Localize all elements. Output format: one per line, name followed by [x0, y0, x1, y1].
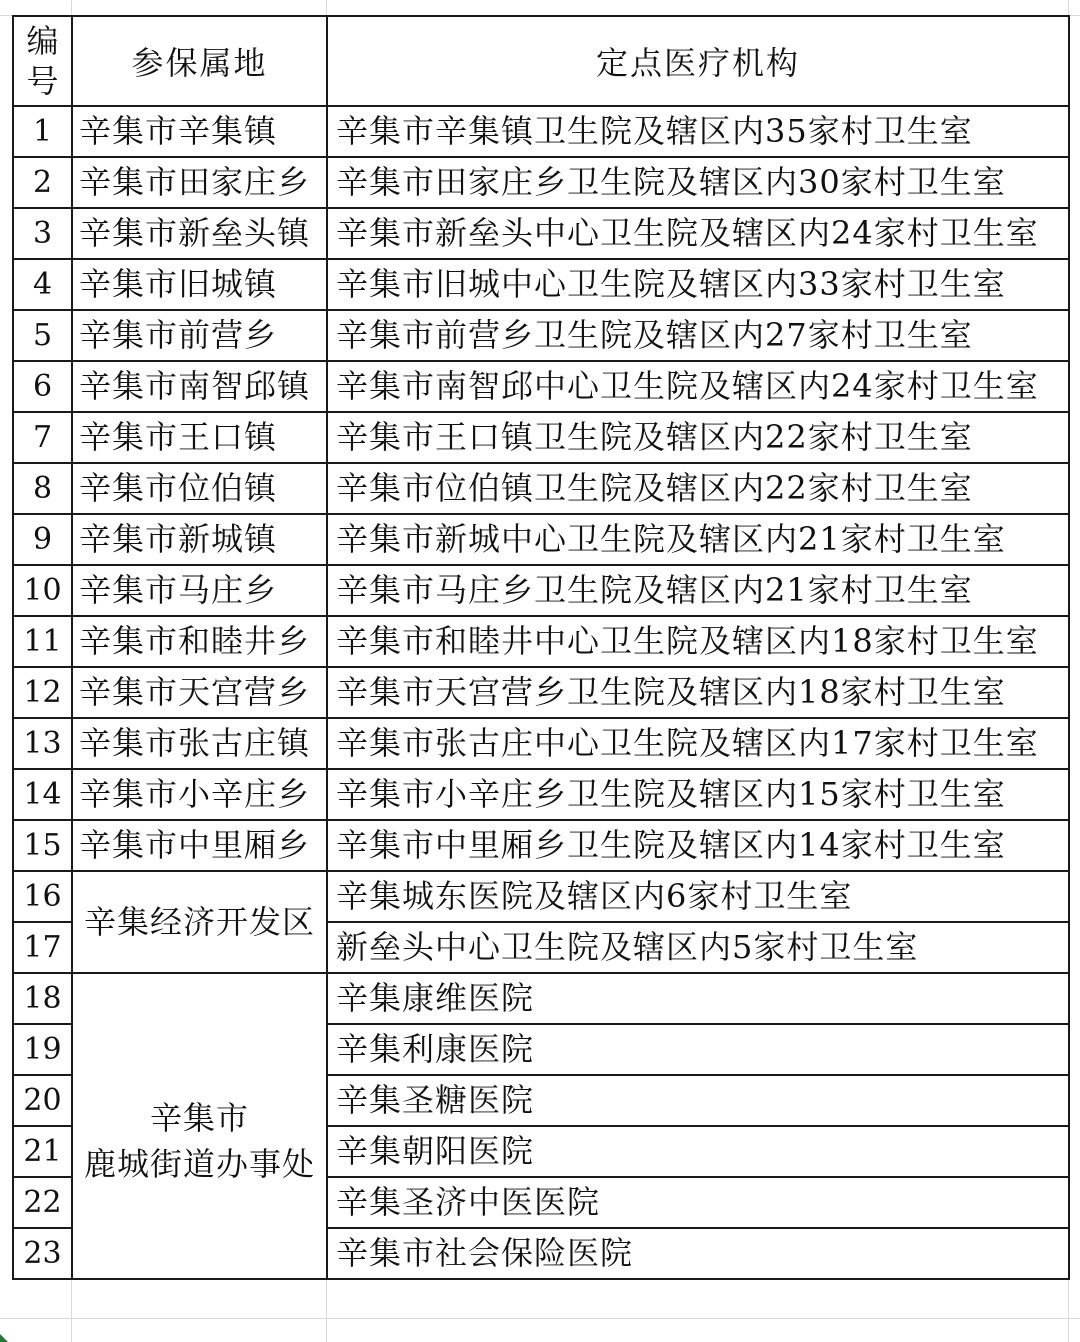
table-row: [13, 106, 1069, 157]
institution-cell[interactable]: 辛集市马庄乡卫生院及辖区内21家村卫生室: [327, 565, 1069, 616]
merged-region-cell-lucheng[interactable]: [72, 973, 327, 1279]
region-cell[interactable]: 辛集市位伯镇: [72, 463, 327, 514]
region-cell[interactable]: 辛集市天宫营乡: [72, 667, 327, 718]
table-row: [13, 259, 1069, 310]
institution-cell[interactable]: 辛集市中里厢乡卫生院及辖区内14家村卫生室: [327, 820, 1069, 871]
institution-cell[interactable]: 新垒头中心卫生院及辖区内5家村卫生室: [327, 922, 1069, 973]
institution-cell[interactable]: 辛集市前营乡卫生院及辖区内27家村卫生室: [327, 310, 1069, 361]
row-number-cell[interactable]: 11: [13, 616, 72, 667]
table-row: [13, 157, 1069, 208]
row-number-cell[interactable]: 21: [13, 1126, 72, 1177]
table-row: [13, 208, 1069, 259]
row-number-cell[interactable]: 1: [13, 106, 72, 157]
row-number-cell[interactable]: 20: [13, 1075, 72, 1126]
row-number-cell[interactable]: 13: [13, 718, 72, 769]
header-row: [13, 16, 1069, 106]
column-header-region-label: 参保属地: [131, 44, 268, 82]
row-number-cell[interactable]: 7: [13, 412, 72, 463]
table-row: [13, 361, 1069, 412]
region-cell[interactable]: 辛集市新垒头镇: [72, 208, 327, 259]
table-row: [13, 616, 1069, 667]
institution-cell[interactable]: 辛集市王口镇卫生院及辖区内22家村卫生室: [327, 412, 1069, 463]
region-cell[interactable]: 辛集市和睦井乡: [72, 616, 327, 667]
region-cell[interactable]: 辛集市王口镇: [72, 412, 327, 463]
table-row: [13, 514, 1069, 565]
row-number-cell[interactable]: 17: [13, 922, 72, 973]
row-number-cell[interactable]: 14: [13, 769, 72, 820]
institution-cell[interactable]: 辛集市新垒头中心卫生院及辖区内24家村卫生室: [327, 208, 1069, 259]
column-header-number-line1: 编: [26, 22, 59, 60]
table-row: [13, 820, 1069, 871]
table-row: [13, 412, 1069, 463]
region-cell[interactable]: 辛集市新城镇: [72, 514, 327, 565]
column-header-number[interactable]: [13, 16, 72, 106]
institution-cell[interactable]: 辛集市天宫营乡卫生院及辖区内18家村卫生室: [327, 667, 1069, 718]
row-number-cell[interactable]: 15: [13, 820, 72, 871]
row-number-cell[interactable]: 22: [13, 1177, 72, 1228]
row-number-cell[interactable]: 9: [13, 514, 72, 565]
row-number-cell[interactable]: 4: [13, 259, 72, 310]
column-header-institution[interactable]: [327, 16, 1069, 106]
row-number-cell[interactable]: 18: [13, 973, 72, 1024]
row-number-cell[interactable]: 16: [13, 871, 72, 922]
table-row: [13, 310, 1069, 361]
sheet-gridline: [0, 1318, 1080, 1319]
cell-corner-marker: [0, 1334, 8, 1342]
column-header-institution-label: 定点医疗机构: [595, 44, 800, 82]
spreadsheet-table-container: [12, 15, 1070, 1280]
column-header-number-line2: 号: [26, 62, 59, 100]
institution-cell[interactable]: 辛集圣济中医医院: [327, 1177, 1069, 1228]
table-row: [13, 769, 1069, 820]
table-row: [13, 718, 1069, 769]
row-number-cell[interactable]: 12: [13, 667, 72, 718]
institution-cell[interactable]: 辛集康维医院: [327, 973, 1069, 1024]
region-cell[interactable]: 辛集市辛集镇: [72, 106, 327, 157]
institution-cell[interactable]: 辛集市和睦井中心卫生院及辖区内18家村卫生室: [327, 616, 1069, 667]
region-line-2: 鹿城街道办事处: [83, 1145, 315, 1183]
row-number-cell[interactable]: 8: [13, 463, 72, 514]
region-cell[interactable]: 辛集市前营乡: [72, 310, 327, 361]
region-cell[interactable]: 辛集市小辛庄乡: [72, 769, 327, 820]
institution-cell[interactable]: 辛集市小辛庄乡卫生院及辖区内15家村卫生室: [327, 769, 1069, 820]
institution-cell[interactable]: 辛集城东医院及辖区内6家村卫生室: [327, 871, 1069, 922]
table-body: [13, 106, 1069, 1279]
row-number-cell[interactable]: 23: [13, 1228, 72, 1279]
row-number-cell[interactable]: 5: [13, 310, 72, 361]
table-row: [13, 463, 1069, 514]
table-row: [13, 565, 1069, 616]
column-header-region[interactable]: [72, 16, 327, 106]
table-row: [13, 973, 1069, 1024]
institution-cell[interactable]: 辛集市旧城中心卫生院及辖区内33家村卫生室: [327, 259, 1069, 310]
merged-region-cell-dev-zone[interactable]: 辛集经济开发区: [72, 871, 327, 973]
row-number-cell[interactable]: 2: [13, 157, 72, 208]
region-line-1: 辛集市: [149, 1099, 249, 1137]
institution-cell[interactable]: 辛集市南智邱中心卫生院及辖区内24家村卫生室: [327, 361, 1069, 412]
row-number-cell[interactable]: 19: [13, 1024, 72, 1075]
institution-cell[interactable]: 辛集市辛集镇卫生院及辖区内35家村卫生室: [327, 106, 1069, 157]
institution-cell[interactable]: 辛集利康医院: [327, 1024, 1069, 1075]
row-number-cell[interactable]: 10: [13, 565, 72, 616]
institution-cell[interactable]: 辛集圣糖医院: [327, 1075, 1069, 1126]
region-cell[interactable]: 辛集市马庄乡: [72, 565, 327, 616]
institution-cell[interactable]: 辛集市张古庄中心卫生院及辖区内17家村卫生室: [327, 718, 1069, 769]
institution-cell[interactable]: 辛集市田家庄乡卫生院及辖区内30家村卫生室: [327, 157, 1069, 208]
row-number-cell[interactable]: 3: [13, 208, 72, 259]
institution-cell[interactable]: 辛集市新城中心卫生院及辖区内21家村卫生室: [327, 514, 1069, 565]
table-row: [13, 667, 1069, 718]
region-cell[interactable]: 辛集市田家庄乡: [72, 157, 327, 208]
region-cell[interactable]: 辛集市张古庄镇: [72, 718, 327, 769]
row-number-cell[interactable]: 6: [13, 361, 72, 412]
table-row: [13, 871, 1069, 922]
institution-cell[interactable]: 辛集市位伯镇卫生院及辖区内22家村卫生室: [327, 463, 1069, 514]
institution-cell[interactable]: 辛集市社会保险医院: [327, 1228, 1069, 1279]
institution-cell[interactable]: 辛集朝阳医院: [327, 1126, 1069, 1177]
region-cell[interactable]: 辛集市旧城镇: [72, 259, 327, 310]
region-cell[interactable]: 辛集市南智邱镇: [72, 361, 327, 412]
designated-medical-institutions-table: [12, 15, 1070, 1280]
region-cell[interactable]: 辛集市中里厢乡: [72, 820, 327, 871]
